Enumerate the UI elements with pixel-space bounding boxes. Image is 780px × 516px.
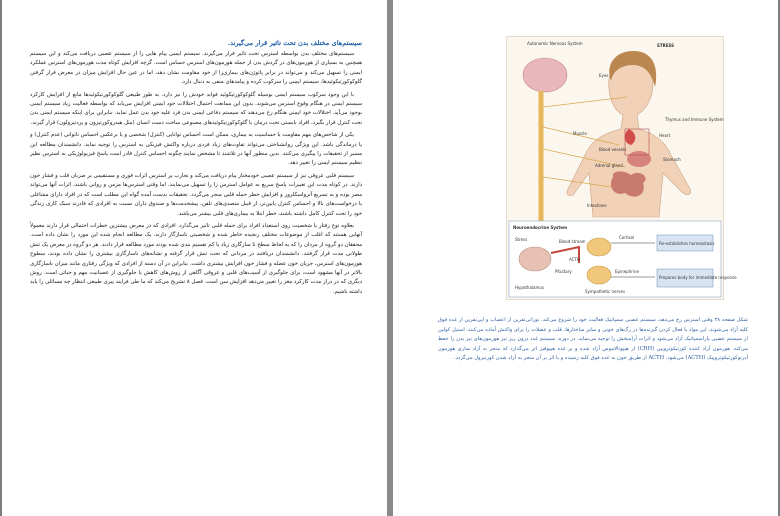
label-adrenal: Adrenal gland bbox=[595, 163, 623, 168]
label-sympathetic: Sympathetic nerves bbox=[585, 289, 626, 294]
paragraph: با این وجود سرکوب سیستم ایمنی بوسیله گلوکوکورتیکوئید فواید خودش را نیز دارد. به طور طبیعی گلوکوکورتیکوئیدها مانع از افزایش کارکرد سیستم ایمنی در هنگام وقوع استرس می‌شوند. بدون این ممانعت احتمال اختلالات خود ایمنی افزایش می‌یابد که بواسطه فعالیت زیاد سیستم ایمنی بوجود می‌آید. اختلالات خود ایمنی هنگام رخ می‌دهند که سیستم دفاعی ایمنی بدن فرد علیه خود بدن عمل نماید. بنابراین برای اینکه سیستم ایمنی بدن تحت کنترل قرار بگیرد، افراد بایستی تحت درمان با گلوکوکورتیکوئیدهای مصنوعی ساخت دست انسان (مثل هیدروکورتیزون و پردنیزولون) قرار گیرند. bbox=[30, 91, 362, 126]
label-stomach: Stomach bbox=[663, 157, 681, 162]
stomach-shape bbox=[627, 151, 651, 167]
paragraph: یکی از شاخص‌های مهم مقاومت یا حساسیت به بیماری، ممکن است احساس توانایی (کنترل) شخصی و یا برعکس احساس ناتوانی (عدم کنترل) و یا درماندگی باشد. این ویژگی روانشناختی می‌تواند تفاوت‌های زیاد فردی درباره واکنش فیزیکی به استرس را توجیه نماید. دانشمندان مطالعه این مسیر از تحقیقات را پیگیری می‌کنند. بدین منظور آنها در تلاشند تا مشخص نمایند چگونه احساس کنترل قادر است پاسخ فیزیولوژیکی به استرس نظیر تنظیم سیستم ایمنی را تغییر دهد. bbox=[30, 132, 362, 167]
right-page bbox=[393, 0, 778, 516]
adrenal-shape-top bbox=[587, 238, 611, 256]
adrenal-shape-bottom bbox=[587, 266, 611, 284]
intestines-shape bbox=[611, 171, 646, 196]
label-heart: Heart bbox=[659, 133, 671, 138]
brain-shape bbox=[523, 58, 567, 92]
paragraph: بعلاوه نوع رفتار یا شخصیت روی استعداد افراد برای حمله قلبی تاثیر می‌گذارد. افرادی که در معرض بیشترین خطرات احتمالی قرار دارند معمولاً آنهایی هستند که اغلب از موضوعات مختلف رنجیده خاطر شده و شخصیتی ناسازگار دارند. یک مطالعه انجام شده این مورد را نشان داده است. محققان دو گروه از مردان را که به لحاظ سطح نا سازگاری زیاد یا کم تقسیم بندی شده بودند مورد مطالعه قرار دادند. هر دو گروه در معرض یک تنش طولانی مدت قرار گرفتند. دانشمندان دریافتند در مردانی که تحت تنش قرار گرفته و نشانه‌های ناسازگاری بیشتری را نشان داده بودند، سطوح هورمون‌های استرس، جریان خون عضله و فشار خون افزایش بیشتری داشت. بنابراین در آن دسته از افرادی که ویژگی رفتاری مانند میزان ناسازگاری بالاتر در آنها مشهود است، برای جلوگیری از آسیب‌های قلبی و عروقی آگاهی از روش‌های کاهش یا جلوگیری از عصبانیت مهم و حیاتی است. روش دیگری که در دراز مدت کارکرد مغز را تغییر می‌دهد افزایش سن است. فصل ۸ تشریح می‌کند که ما طی فرایند پیری طبیعی انتظار چه مسائلی را باید داشته باشیم. bbox=[30, 222, 362, 295]
label-hypothalamus: Hypothalamus bbox=[515, 285, 544, 290]
paragraph: سیستم‌های مختلف بدن بواسطه استرس تحت تاثیر قرار می‌گیرند. سیستم ایمنی پیام هایی را از سیستم عصبی دریافت می‌کند و این سیستم همچنین به بسیاری از هورمون‌های در گردش بدن از جمله هورمون‌های استرس حساس است. گرچه افزایش کوتاه مدت هورمون‌های استرس عملکرد ایمنی را تسهیل می‌کند و می‌تواند در برابر پاتوژن‌های بیماری‌زا از خود مقاومت نشان دهد، اما در عین حال افزایش میزان در معرض قرار گرفتن گلوکوکورتیکوئیدها، سیستم ایمنی را سرکوب کرده و پیامدهای منفی به دنبال دارد. bbox=[30, 51, 362, 86]
stress-illustration bbox=[507, 37, 737, 299]
label-pituitary: Pituitary bbox=[555, 269, 572, 274]
label-stress-panel: Stress bbox=[515, 237, 528, 242]
label-acth: ACTH bbox=[569, 257, 580, 262]
label-nes: Neuroendocrine System bbox=[513, 225, 568, 230]
hypothalamus-shape bbox=[519, 247, 551, 271]
section-heading: سیستم‌های مختلف بدن تحت تاثیر قرار می‌گیرند. bbox=[227, 39, 362, 47]
figure-caption: شکل صفحه ۳۸ وقتی استرس رخ می‌دهد، سیستم عصبی سمپاتیک فعالیت خود را شروع می‌کند. تورانی‌تفرین از اعصاب و اپی‌نفرین از غده فوق کلیه آزاد می‌شوند. این مواد با فعال کردن گیرنده‌ها در رگ‌های خونی و سایر ساختارها، قلب و عضلات را برای واکنش آماده می‌کنند. استیل کولین از سیستم عصبی پاراسمپاتیک آزاد می‌شود و اثرات آرامبخش را توجیه می‌نماید. در دوره، سیستم غدد درون ریز نیز هورمون‌های نیز بدن را حفظ می‌کند. هورمون آزاد کننده کورتیکوتروپین (CRH) از هیپوتالاموس آزاد شده و بر غده هیپوفیز اثر می‌گذارد که منجر به آزاد سازی هورمون آدرنوکورتیکوتروپیک (ACTH) می‌شود. ACTH از طریق خون به غده فوق کلیه رسیده و با اثر بر آن منجر به آزاد شدن کورتیزول می‌گردد. bbox=[438, 317, 748, 362]
label-cortisol: Cortisol bbox=[619, 235, 635, 240]
label-prepares: Prepares body for immediate response bbox=[659, 275, 737, 280]
body-text bbox=[30, 38, 362, 300]
label-vessels: Blood vessels bbox=[599, 147, 627, 152]
label-epinephrine: Epinephrine bbox=[615, 269, 639, 274]
label-reestablish: Re-establishes homeostasis bbox=[659, 241, 715, 246]
label-intestines: Intestines bbox=[587, 203, 607, 208]
label-muscle: Muscle bbox=[573, 131, 587, 136]
label-blood-stream: Blood stream bbox=[559, 239, 586, 244]
label-eyes: Eyes bbox=[599, 73, 609, 78]
label-stress: STRESS bbox=[657, 43, 675, 48]
paragraph: سیستم قلبی عروقی نیز از سیستم عصبی خودمختار پیام دریافت می‌کند و تجارب پر استرس اثرات فوری و مستقیمی بر ضربان قلب و فشار خون دارند. در کوتاه مدت این تغییرات پاسخ سریع به عوامل استرس زا را تسهیل می‌نمایند. اما وقتی استرس‌ها مزمن و روانی باشند، اثرات آنها می‌تواند مضر بوده و به تسریع آترواسکلروز و افزایش خطر حمله قلبی منجر می‌گردد. تحقیقات بدست آمده گواه این مطلب است که در افراد دارای مشاغلی با درخواست‌های بالا و احساس کنترل پایین‌تر، از قبیل متصدی‌های تلفن، پیشخدمت‌ها و صندوق داران نسبت به افرادی که قادرند سبک کاری زندگی خود را تحت کنترل کامل داشته باشند، خطر ابتلا به بیماری‌های قلبی بیشتر می‌باشد. bbox=[30, 172, 362, 217]
label-ans: Autonomic Nervous System bbox=[527, 41, 583, 46]
stress-response-figure bbox=[506, 36, 737, 300]
left-page bbox=[2, 0, 387, 516]
label-thymus: Thymus and Immune System bbox=[665, 117, 724, 122]
